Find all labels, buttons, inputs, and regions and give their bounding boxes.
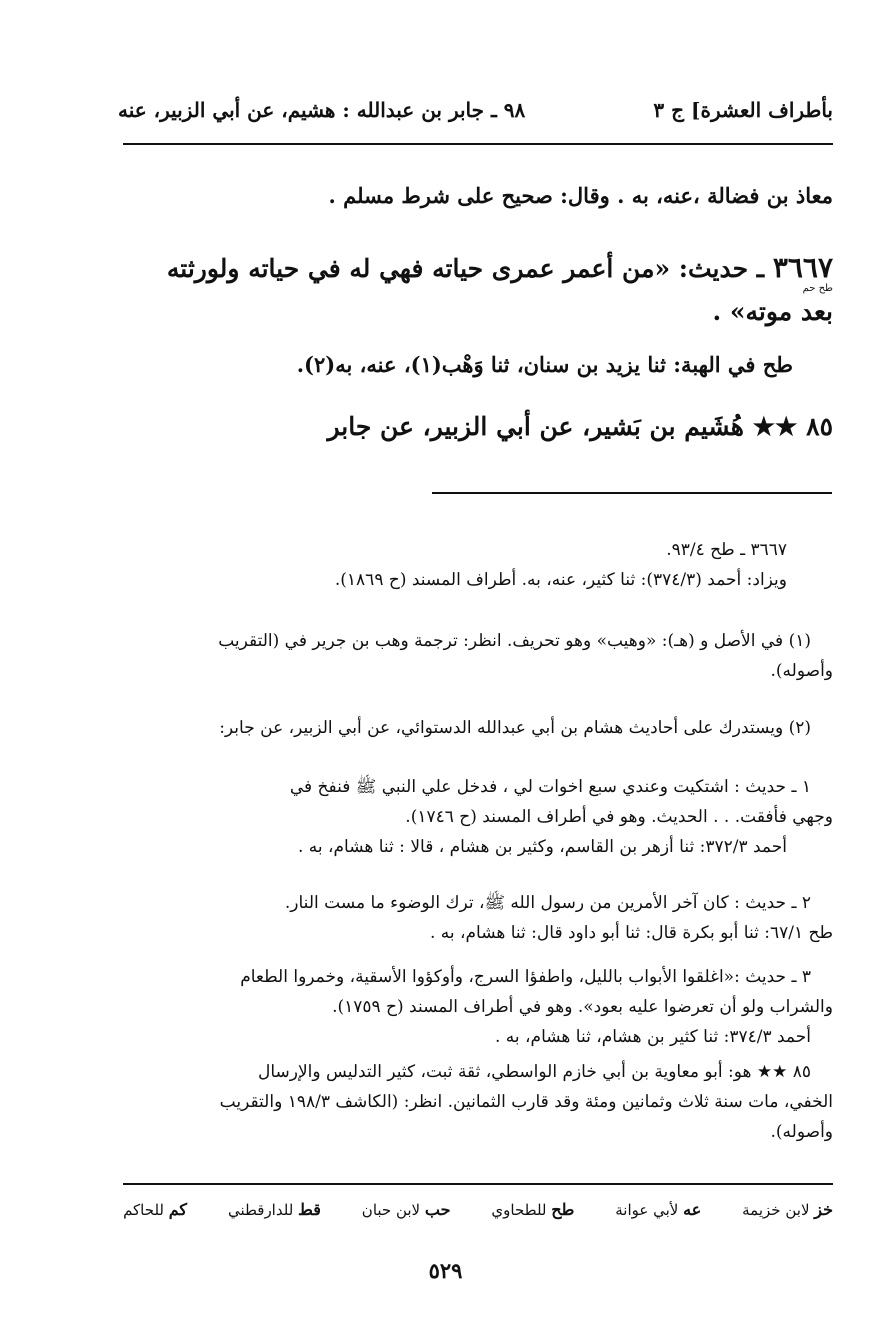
- footnotes-rule: [432, 492, 832, 494]
- footnote-1-line2: وأصوله).: [770, 661, 833, 681]
- footnote-hadith-2-line2: طح ٦٧/١: ثنا أبو بكرة قال: ثنا أبو داود قال: ثنا هشام، به .: [429, 923, 833, 943]
- legend-item: كم للحاكم: [123, 1200, 188, 1219]
- footnote-hadith-1-line2: وجهي فأفقت. . . الحديث. وهو في أطراف المسند (ح ١٧٤٦).: [405, 807, 833, 827]
- footnote-85-line3: وأصوله).: [770, 1122, 833, 1142]
- header-rule: [123, 143, 833, 145]
- footnote-hadith-1-line1: ١ ـ حديث : اشتكيت وعندي سبع اخوات لي ، فدخل علي النبي ﷺ فنفخ في: [289, 777, 811, 797]
- footnote-hadith-3-line3: أحمد ٣٧٤/٣: ثنا كثير بن هشام، ثنا هشام، به .: [495, 1027, 811, 1047]
- running-header: [118, 92, 833, 128]
- legend-item: طح للطحاوي: [491, 1200, 575, 1219]
- legend-item: عه لأبي عوانة: [615, 1200, 702, 1219]
- hadith-3667: [120, 250, 833, 330]
- hadith-number: ٣٦٦٧: [772, 251, 833, 284]
- footnote-3667-line2: ويزاد: أحمد (٣٧٤/٣): ثنا كثير، عنه، به. أطراف المسند (ح ١٨٦٩).: [334, 570, 787, 590]
- footnote-3667: [120, 535, 833, 595]
- legend-item: حب لابن حبان: [361, 1200, 451, 1219]
- legend-rule: [123, 1183, 833, 1185]
- footnote-hadith-2: [120, 888, 833, 948]
- narrator-heading: ٨٥ ★★ هُشَيم بن بَشير، عن أبي الزبير، عن جابر: [327, 412, 833, 441]
- footnote-1: [120, 626, 833, 686]
- footnote-85-line1: ٨٥ ★★ هو: أبو معاوية بن أبي خازم الواسطي، ثقة ثبت، كثير التدليس والإرسال: [258, 1062, 811, 1082]
- header-volume: بأطراف العشرة] ج ٣: [653, 98, 833, 122]
- footnote-hadith-2-line1: ٢ ـ حديث : كان آخر الأمرين من رسول الله ﷺ، ترك الوضوء ما مست النار.: [284, 893, 811, 913]
- footnote-3667-line1: ٣٦٦٧ ـ طح ٩٣/٤.: [666, 540, 787, 560]
- footnote-hadith-3: [120, 962, 833, 1052]
- footnote-hadith-3-line2: والشراب ولو أن تعرضوا عليه بعود». وهو في أطراف المسند (ح ١٧٥٩).: [332, 997, 833, 1017]
- hadith-text-line2: بعد موته» .: [712, 297, 833, 326]
- footnote-2: [120, 713, 833, 743]
- page-number: ٥٢٩: [428, 1258, 463, 1283]
- legend-item: قط للدارقطني: [227, 1200, 321, 1219]
- footnote-85: [120, 1057, 833, 1147]
- tah-chain: طح في الهبة: ثنا يزيد بن سنان، ثنا وَهْب(١)، عنه، به(٢).: [296, 352, 793, 377]
- hadith-text-line1: ـ حديث: «من أعمر عمرى حياته فهي له في حياته ولورثته: [166, 254, 765, 283]
- footnote-85-line2: الخفي، مات سنة ثلاث وثمانين ومئة وقد قارب الثمانين. انظر: (الكاشف ١٩٨/٣ والتقريب: [219, 1092, 833, 1112]
- footnote-hadith-1: [120, 772, 833, 862]
- header-chapter: ٩٨ ـ جابر بن عبدالله : هشيم، عن أبي الزبير، عنه: [118, 98, 526, 122]
- abbreviation-legend: [123, 1200, 833, 1219]
- footnote-2-line1: (٢) ويستدرك على أحاديث هشام بن أبي عبدالله الدستوائي، عن أبي الزبير، عن جابر:: [219, 718, 811, 738]
- footnote-1-line1: (١) في الأصل و (هـ): «وهيب» وهو تحريف. انظر: ترجمة وهب بن جرير في (التقريب: [218, 631, 811, 651]
- intro-line: معاذ بن فضالة ،عنه، به . وقال: صحيح على شرط مسلم .: [328, 183, 833, 208]
- footnote-hadith-3-line1: ٣ ـ حديث :«اغلقوا الأبواب بالليل، واطفؤا السرج، وأوكؤوا الأسقية، وخمروا الطعام: [240, 967, 811, 987]
- legend-item: خز لابن خزيمة: [742, 1200, 833, 1219]
- source-mark: طح حم: [802, 283, 833, 294]
- footnote-hadith-1-line3: أحمد ٣٧٢/٣: ثنا أزهر بن القاسم، وكثير بن هشام ، قالا : ثنا هشام، به .: [297, 837, 787, 857]
